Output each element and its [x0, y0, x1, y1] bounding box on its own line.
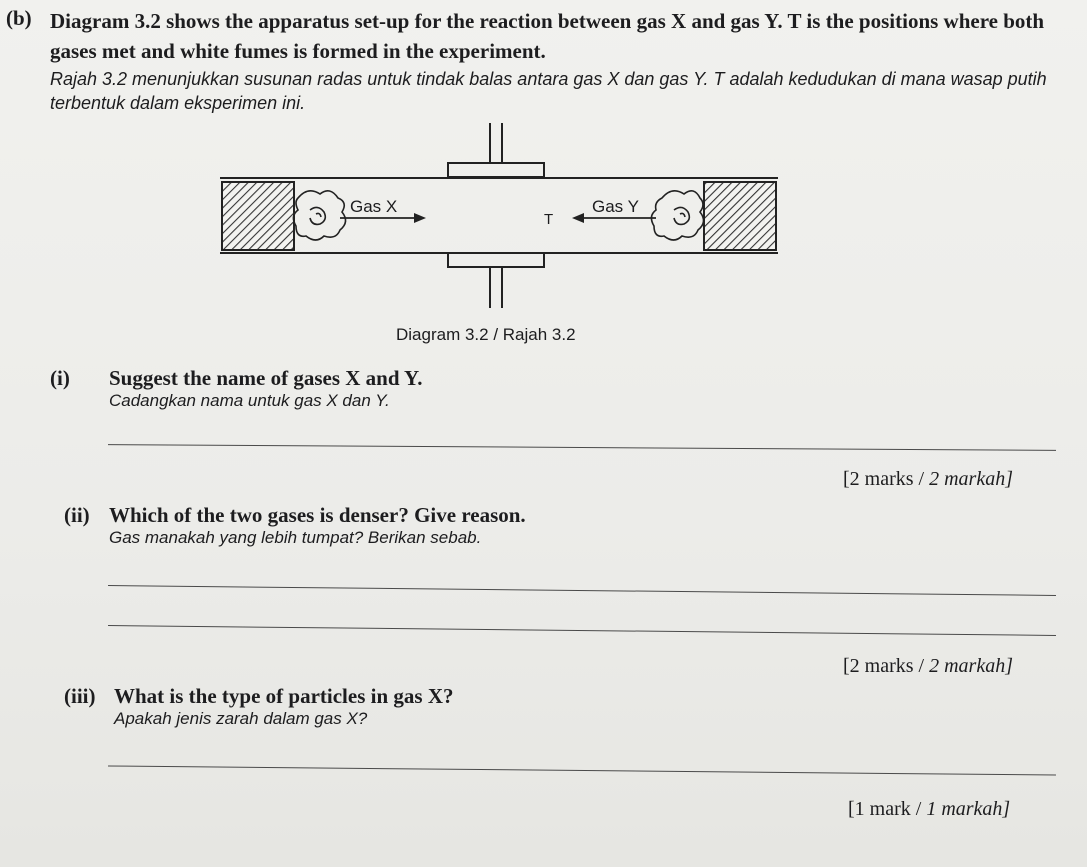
right-stopper — [704, 182, 776, 250]
answer-line[interactable] — [108, 625, 1056, 636]
question-text-malay: Cadangkan nama untuk gas X dan Y. — [109, 391, 390, 410]
diagram-caption: Diagram 3.2 / Rajah 3.2 — [396, 325, 576, 344]
question-number: (ii) — [64, 503, 90, 527]
question-text: Suggest the name of gases X and Y. — [109, 366, 423, 390]
question-text-malay: Apakah jenis zarah dalam gas X? — [114, 709, 368, 728]
intro-english: Diagram 3.2 shows the apparatus set-up for the reaction between gas X and gas Y. T is the positions where both gases met and white fumes is formed in the experiment. — [50, 9, 1045, 63]
gas-x-label: Gas X — [350, 197, 398, 216]
intro-malay: Rajah 3.2 menunjukkan susunan radas untuk tindak balas antara gas X dan gas Y. T adalah kedudukan di mana wasap putih terbentuk dalam eksperimen ini. — [50, 69, 1047, 113]
marks-label: [2 marks / 2 markah] — [843, 468, 1013, 490]
bottom-connector — [448, 253, 544, 308]
t-position-label: T — [544, 211, 554, 228]
left-stopper — [222, 182, 294, 250]
marks-label: [1 mark / 1 markah] — [848, 798, 1011, 820]
right-cotton-wool — [651, 191, 703, 240]
question-number: (iii) — [64, 684, 96, 708]
left-cotton-wool — [293, 191, 345, 240]
top-connector — [448, 123, 544, 177]
question-number: (i) — [50, 366, 70, 390]
answer-line[interactable] — [108, 444, 1056, 451]
glass-tube — [220, 178, 778, 253]
answer-line[interactable] — [108, 765, 1056, 775]
question-text: Which of the two gases is denser? Give reason. — [109, 503, 526, 527]
gas-y-label: Gas Y — [592, 197, 639, 216]
answer-line[interactable] — [108, 585, 1056, 596]
part-label: (b) — [6, 6, 32, 30]
apparatus-diagram — [210, 118, 790, 316]
question-text-malay: Gas manakah yang lebih tumpat? Berikan sebab. — [109, 528, 482, 547]
marks-label: [2 marks / 2 markah] — [843, 655, 1013, 677]
question-text: What is the type of particles in gas X? — [114, 684, 454, 708]
